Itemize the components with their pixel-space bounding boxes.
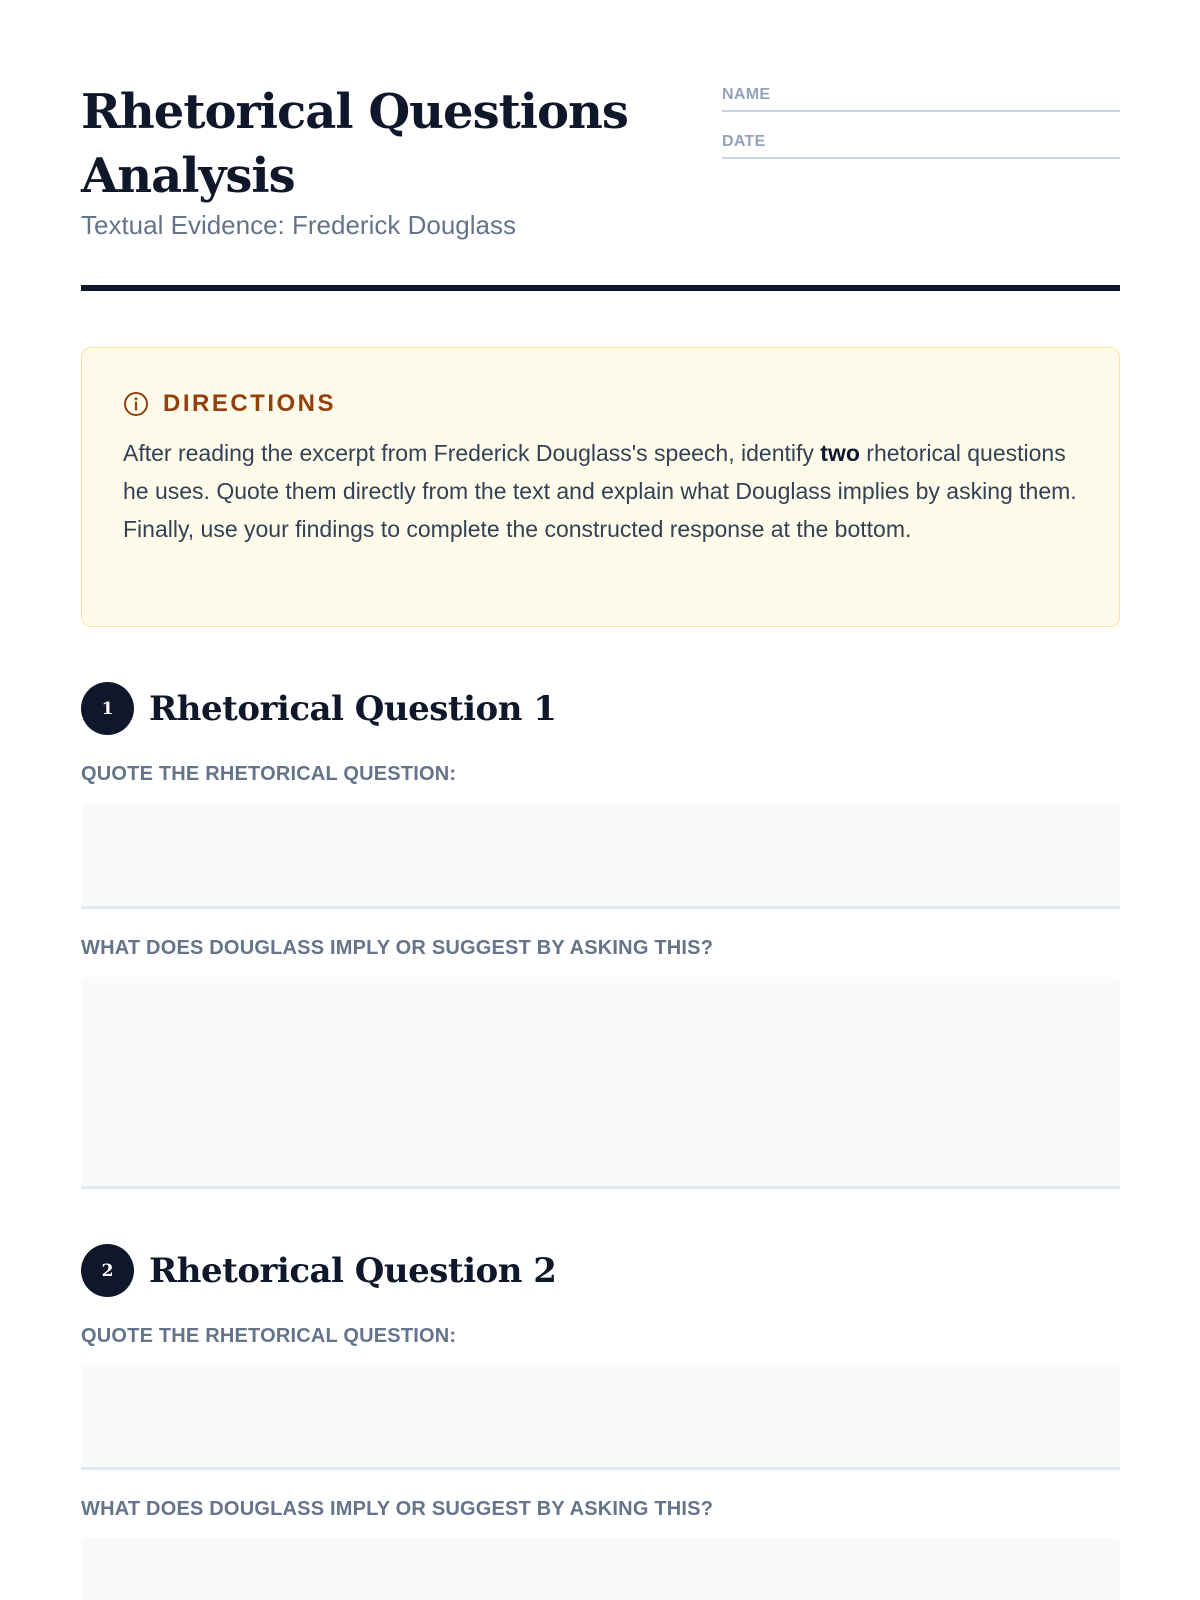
section-number-badge: 1: [81, 682, 134, 735]
directions-box: [81, 347, 1120, 627]
section-title: Rhetorical Question 1: [149, 688, 557, 729]
directions-emphasis: two: [820, 440, 860, 466]
implication-answer-box[interactable]: [81, 1538, 1120, 1600]
section-1-header: [81, 682, 556, 735]
header-divider: [81, 285, 1120, 291]
page-subtitle: Textual Evidence: Frederick Douglass: [81, 210, 516, 240]
page-title: Rhetorical Questions Analysis: [81, 84, 628, 204]
directions-text: After reading the excerpt from Frederick Douglass's speech, identify two rhetorical questions he uses. Quote them directly from the text and explain what Douglass implies by asking them. Finally, use your findings to complete the constructed response at the bottom.: [123, 440, 1077, 542]
section-2-header: [81, 1244, 556, 1297]
date-label: DATE: [722, 133, 766, 150]
implication-label: WHAT DOES DOUGLASS IMPLY OR SUGGEST BY ASKING THIS?: [81, 937, 714, 959]
info-circle-icon: [123, 391, 149, 417]
section-number-badge: 2: [81, 1244, 134, 1297]
quote-label: QUOTE THE RHETORICAL QUESTION:: [81, 1325, 457, 1347]
quote-label: QUOTE THE RHETORICAL QUESTION:: [81, 763, 457, 785]
quote-answer-box[interactable]: [81, 1364, 1120, 1470]
section-title: Rhetorical Question 2: [149, 1250, 557, 1291]
name-label: NAME: [722, 86, 771, 103]
name-field[interactable]: [722, 78, 1120, 112]
quote-answer-box[interactable]: [81, 803, 1120, 909]
implication-answer-box[interactable]: [81, 977, 1120, 1189]
directions-title: DIRECTIONS: [163, 390, 337, 417]
implication-label: WHAT DOES DOUGLASS IMPLY OR SUGGEST BY ASKING THIS?: [81, 1498, 714, 1520]
date-field[interactable]: [722, 125, 1120, 159]
directions-header: [123, 390, 336, 418]
